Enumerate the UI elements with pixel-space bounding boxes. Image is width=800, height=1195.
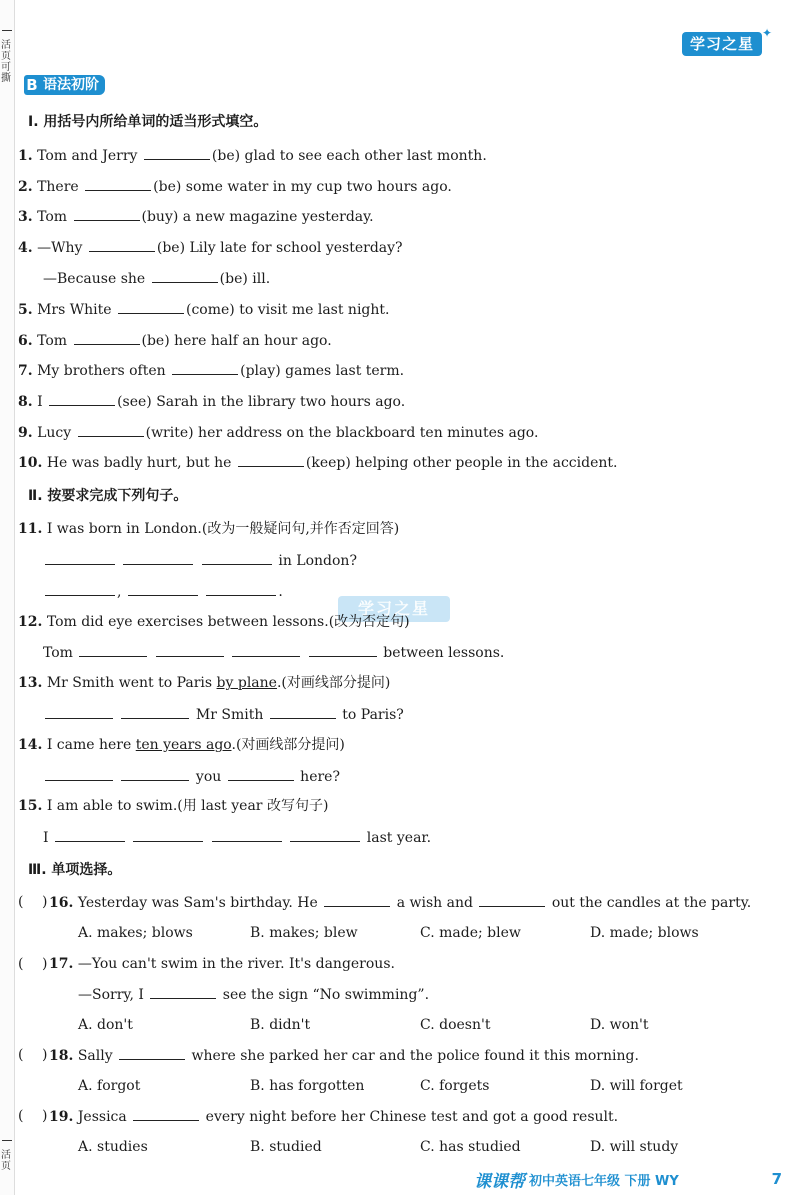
question-5: [18, 299, 389, 320]
answer-blank[interactable]: [290, 827, 360, 842]
question-number: 3.: [18, 209, 33, 225]
punctuation: .: [278, 584, 283, 600]
option-b[interactable]: B. studied: [250, 1139, 322, 1155]
question-hint: (改为一般疑问句,并作否定回答): [201, 521, 400, 537]
question-number: 5.: [18, 302, 33, 318]
option-d[interactable]: D. made; blows: [590, 925, 699, 941]
question-18: [0, 1045, 800, 1065]
question-11: [18, 519, 399, 539]
punctuation: .: [231, 737, 236, 753]
answer-blank[interactable]: [156, 642, 224, 657]
question-text: My brothers often: [37, 363, 166, 379]
answer-blank[interactable]: [309, 642, 377, 657]
option-d[interactable]: D. will forget: [590, 1078, 683, 1094]
question-text: —You can't swim in the river. It's dangerous.: [77, 956, 395, 972]
answer-blank[interactable]: [133, 827, 203, 842]
question-text: you: [195, 769, 222, 785]
question-text: (keep) helping other people in the accident.: [305, 455, 618, 471]
question-text: (be) ill.: [219, 271, 271, 287]
question-4-reply: [43, 268, 270, 289]
answer-blank[interactable]: [45, 550, 115, 565]
question-14-answer: [43, 766, 340, 787]
answer-blank[interactable]: [324, 892, 390, 907]
question-hint: (对画线部分提问): [235, 737, 345, 753]
question-hint: (用 last year 改写句子): [177, 798, 329, 814]
option-d[interactable]: D. won't: [590, 1017, 649, 1033]
question-6: [18, 330, 332, 351]
question-text: Tom: [43, 645, 73, 661]
question-9: [18, 422, 538, 443]
question-text: out the candles at the party.: [551, 895, 752, 911]
question-number: 8.: [18, 394, 33, 410]
question-text: every night before her Chinese test and got a good result.: [205, 1109, 619, 1125]
question-17-reply: [78, 984, 429, 1005]
question-hint: (对画线部分提问): [281, 675, 391, 691]
question-text: (be) Lily late for school yesterday?: [156, 240, 403, 256]
answer-blank[interactable]: [238, 452, 304, 467]
question-text: Tom and Jerry: [37, 148, 138, 164]
question-11-line-2: [43, 581, 283, 602]
punctuation: .: [276, 675, 282, 691]
answer-blank[interactable]: [228, 766, 294, 781]
answer-blank[interactable]: [212, 827, 282, 842]
star-icon: ✦: [761, 26, 772, 40]
option-b[interactable]: B. has forgotten: [250, 1078, 365, 1094]
answer-blank[interactable]: [152, 268, 218, 283]
answer-blank[interactable]: [121, 704, 189, 719]
question-2: [18, 176, 452, 197]
question-text: There: [37, 179, 79, 195]
answer-slot[interactable]: [26, 1045, 40, 1065]
answer-blank[interactable]: [118, 299, 184, 314]
answer-blank[interactable]: [89, 237, 155, 252]
question-12: [18, 612, 410, 632]
question-number: 4.: [18, 240, 33, 256]
question-1: [18, 145, 487, 166]
watermark: 学习之星: [338, 596, 450, 622]
answer-blank[interactable]: [270, 704, 336, 719]
question-number: 13.: [18, 675, 43, 691]
question-number: 6.: [18, 333, 33, 349]
question-16: [0, 892, 800, 912]
answer-blank[interactable]: [479, 892, 545, 907]
option-b[interactable]: B. didn't: [250, 1017, 311, 1033]
question-text: to Paris?: [342, 707, 404, 723]
spine-divider: [2, 30, 12, 31]
question-number: 16.: [49, 895, 74, 911]
question-text: Mr Smith went to Paris: [46, 675, 217, 691]
question-text: see the sign “No swimming”.: [222, 987, 430, 1003]
question-number: 1.: [18, 148, 33, 164]
answer-blank[interactable]: [45, 704, 113, 719]
question-number: 17.: [49, 956, 74, 972]
spine-label-top: 活页可撕: [1, 40, 11, 84]
section-icon: B: [24, 75, 40, 95]
question-text: Tom did eye exercises between lessons.: [46, 614, 329, 630]
question-hint: (改为否定句): [328, 614, 410, 630]
answer-paren-open: (: [18, 1108, 24, 1124]
answer-blank[interactable]: [45, 581, 115, 596]
question-text: in London?: [278, 553, 357, 569]
option-b[interactable]: B. makes; blew: [250, 925, 358, 941]
question-text: (buy) a new magazine yesterday.: [141, 209, 374, 225]
question-text: where she parked her car and the police found it this morning.: [191, 1048, 639, 1064]
answer-paren-open: (: [18, 1047, 24, 1063]
answer-paren-close: ): [42, 1047, 48, 1063]
answer-blank[interactable]: [85, 176, 151, 191]
answer-slot[interactable]: [26, 954, 40, 974]
question-text: (be) here half an hour ago.: [141, 333, 332, 349]
question-text: (play) games last term.: [240, 363, 405, 379]
answer-paren-open: (: [18, 894, 24, 910]
answer-blank[interactable]: [232, 642, 300, 657]
question-number: 10.: [18, 455, 43, 471]
question-13-answer: [43, 704, 404, 725]
question-15-answer: [43, 827, 431, 848]
question-text: —Why: [37, 240, 83, 256]
part-3-title: Ⅲ. 单项选择。: [28, 862, 122, 878]
question-text: (write) her address on the blackboard ten minutes ago.: [145, 425, 539, 441]
answer-blank[interactable]: [78, 422, 144, 437]
part-1-title: Ⅰ. 用括号内所给单词的适当形式填空。: [28, 114, 268, 130]
question-text: —Because she: [43, 271, 146, 287]
question-13: [18, 673, 390, 693]
answer-blank[interactable]: [79, 642, 147, 657]
answer-paren-close: ): [42, 894, 48, 910]
option-d[interactable]: D. will study: [590, 1139, 679, 1155]
brand-logo: 学习之星: [682, 32, 762, 56]
question-4: [18, 237, 403, 258]
question-17: [0, 954, 800, 974]
option-a[interactable]: A. studies: [78, 1139, 148, 1155]
answer-blank[interactable]: [144, 145, 210, 160]
answer-slot[interactable]: [26, 1106, 40, 1126]
answer-paren-close: ): [42, 956, 48, 972]
option-a[interactable]: A. makes; blows: [78, 925, 193, 941]
question-10: [18, 452, 617, 473]
option-c[interactable]: C. doesn't: [420, 1017, 491, 1033]
answer-blank[interactable]: [150, 984, 216, 999]
question-text: I came here: [46, 737, 136, 753]
question-number: 19.: [49, 1109, 74, 1125]
answer-blank[interactable]: [55, 827, 125, 842]
question-text: —Sorry, I: [78, 987, 144, 1003]
question-12-answer: [43, 642, 504, 663]
option-a[interactable]: A. don't: [78, 1017, 133, 1033]
answer-blank[interactable]: [133, 1106, 199, 1121]
question-text: I: [37, 394, 43, 410]
option-c[interactable]: C. made; blew: [420, 925, 521, 941]
question-number: 7.: [18, 363, 33, 379]
page-number: 7: [771, 1170, 782, 1188]
answer-paren-open: (: [18, 956, 24, 972]
footer-book-title: 初中英语七年级 下册 WY: [529, 1173, 679, 1189]
question-text: Sally: [77, 1048, 113, 1064]
question-text: Tom: [37, 209, 68, 225]
answer-blank[interactable]: [119, 1045, 185, 1060]
question-text: (be) glad to see each other last month.: [211, 148, 487, 164]
question-number: 11.: [18, 521, 43, 537]
underlined-phrase: by plane: [216, 675, 277, 691]
answer-blank[interactable]: [121, 766, 189, 781]
answer-blank[interactable]: [74, 330, 140, 345]
underlined-phrase: ten years ago: [135, 737, 232, 753]
binding-spine: [0, 0, 15, 1195]
question-text: Tom: [37, 333, 68, 349]
question-number: 14.: [18, 737, 43, 753]
question-text: Mr Smith: [195, 707, 264, 723]
answer-blank[interactable]: [128, 581, 198, 596]
part-2-title: Ⅱ. 按要求完成下列句子。: [28, 488, 188, 504]
question-text: a wish and: [396, 895, 473, 911]
question-text: Lucy: [37, 425, 72, 441]
option-a[interactable]: A. forgot: [78, 1078, 141, 1094]
answer-blank[interactable]: [206, 581, 276, 596]
answer-slot[interactable]: [26, 892, 40, 912]
answer-paren-close: ): [42, 1108, 48, 1124]
question-number: 12.: [18, 614, 43, 630]
question-19: [0, 1106, 800, 1126]
answer-blank[interactable]: [123, 550, 193, 565]
question-text: between lessons.: [383, 645, 505, 661]
question-8: [18, 391, 405, 412]
question-text: (come) to visit me last night.: [186, 302, 390, 318]
question-text: here?: [300, 769, 340, 785]
question-text: I: [43, 830, 49, 846]
question-text: Mrs White: [37, 302, 112, 318]
question-number: 15.: [18, 798, 43, 814]
footer-brand: 课课帮: [474, 1171, 525, 1192]
section-header: [24, 74, 105, 96]
question-text: I was born in London.: [46, 521, 202, 537]
question-text: (see) Sarah in the library two hours ago.: [117, 394, 406, 410]
question-text: Jessica: [77, 1109, 127, 1125]
question-text: last year.: [366, 830, 432, 846]
section-title: 语法初阶: [40, 75, 105, 95]
question-number: 9.: [18, 425, 33, 441]
question-15: [18, 796, 328, 816]
question-3: [18, 206, 374, 227]
question-number: 2.: [18, 179, 33, 195]
punctuation: ,: [117, 584, 122, 600]
answer-blank[interactable]: [74, 206, 140, 221]
question-text: Yesterday was Sam's birthday. He: [77, 895, 318, 911]
page-footer: [474, 1168, 679, 1190]
spine-label-bottom: 活页: [1, 1150, 11, 1172]
question-text: He was badly hurt, but he: [46, 455, 232, 471]
option-c[interactable]: C. has studied: [420, 1139, 521, 1155]
question-7: [18, 360, 404, 381]
question-number: 18.: [49, 1048, 74, 1064]
answer-blank[interactable]: [45, 766, 113, 781]
answer-blank[interactable]: [172, 360, 238, 375]
question-11-line-1: [43, 550, 357, 571]
option-c[interactable]: C. forgets: [420, 1078, 490, 1094]
question-14: [18, 735, 345, 755]
answer-blank[interactable]: [202, 550, 272, 565]
answer-blank[interactable]: [49, 391, 115, 406]
question-text: (be) some water in my cup two hours ago.: [153, 179, 452, 195]
spine-divider: [2, 1140, 12, 1141]
question-text: I am able to swim.: [46, 798, 178, 814]
